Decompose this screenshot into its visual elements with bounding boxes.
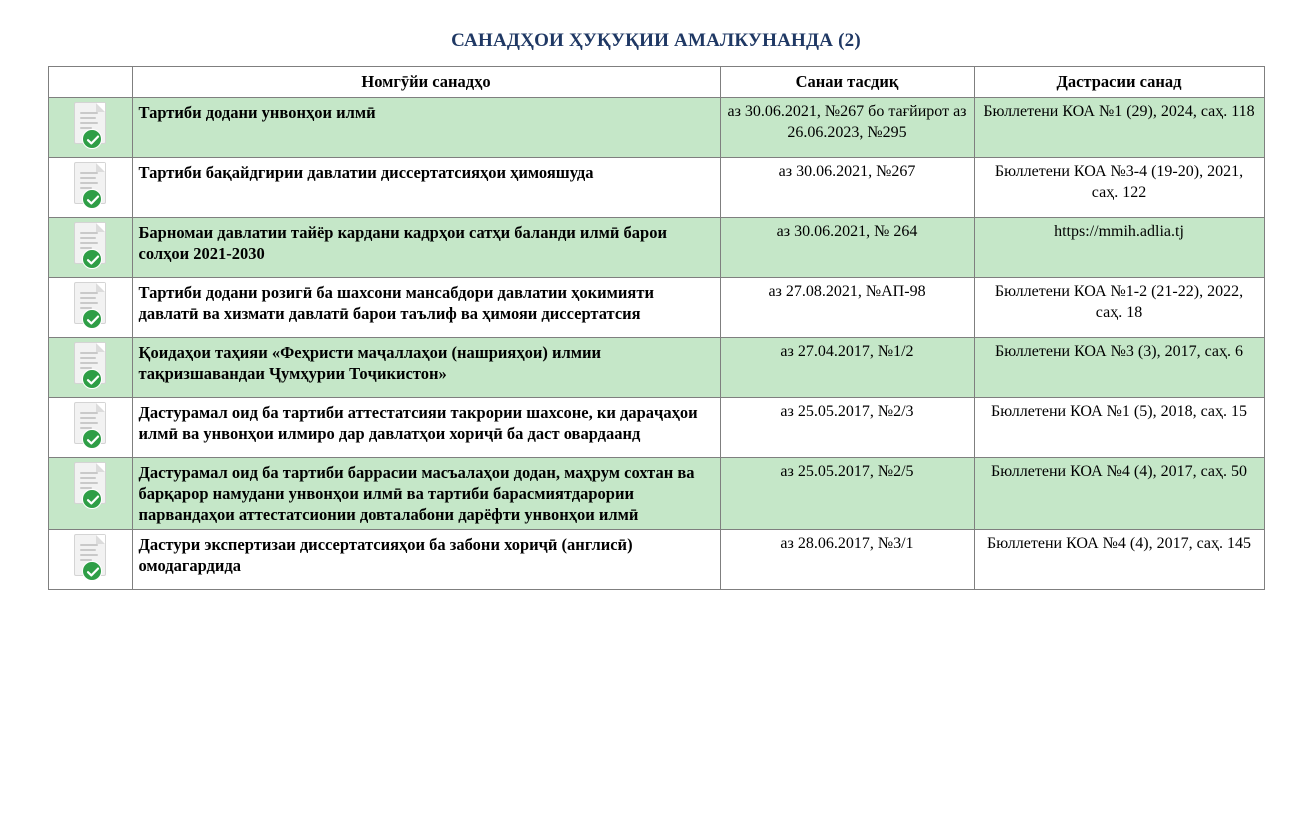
act-access-source: https://mmih.adlia.tj	[974, 218, 1264, 278]
row-icon-cell	[48, 158, 132, 218]
row-icon-cell	[48, 530, 132, 590]
row-icon-cell	[48, 458, 132, 530]
row-icon-cell	[48, 398, 132, 458]
act-name: Тартиби додани розигӣ ба шахсони мансабдори давлатии ҳокимияти давлатӣ ва хизмати давлатӣ барои таълиф ва ҳимояи диссертатсия	[132, 278, 720, 338]
table-row	[48, 98, 1264, 158]
table-row	[48, 218, 1264, 278]
act-approval-date: аз 30.06.2021, №267 бо тағйирот аз 26.06.2023, №295	[720, 98, 974, 158]
act-approval-date: аз 30.06.2021, №267	[720, 158, 974, 218]
legal-acts-table	[48, 66, 1265, 590]
table-row	[48, 278, 1264, 338]
act-approval-date: аз 30.06.2021, № 264	[720, 218, 974, 278]
page-title: САНАДҲОИ ҲУҚУҚИИ АМАЛКУНАНДА (2)	[451, 30, 861, 51]
act-name: Тартиби бақайдгирии давлатии диссертатсияҳои ҳимояшуда	[132, 158, 720, 218]
document-check-icon	[70, 162, 110, 208]
act-name: Қоидаҳои таҳияи «Феҳристи маҷаллаҳои (нашрияҳои) илмии тақризшавандаи Ҷумҳурии Тоҷикистон»	[132, 338, 720, 398]
document-check-icon	[70, 102, 110, 148]
column-header-access: Дастрасии санад	[974, 67, 1264, 98]
act-access-source: Бюллетени КОА №4 (4), 2017, саҳ. 145	[974, 530, 1264, 590]
document-check-icon	[70, 282, 110, 328]
act-name: Дастурамал оид ба тартиби баррасии масъалаҳои додан, маҳрум сохтан ва барқарор намудани унвонҳои илмӣ ва тартиби барасмиятдарории парвандаҳои аттестатсионии довталабони дарёфти унвонҳои илмӣ	[132, 458, 720, 530]
row-icon-cell	[48, 278, 132, 338]
act-access-source: Бюллетени КОА №1 (5), 2018, саҳ. 15	[974, 398, 1264, 458]
act-name: Тартиби додани унвонҳои илмӣ	[132, 98, 720, 158]
act-approval-date: аз 27.08.2021, №АП-98	[720, 278, 974, 338]
act-approval-date: аз 27.04.2017, №1/2	[720, 338, 974, 398]
act-name: Барномаи давлатии тайёр кардани кадрҳои сатҳи баланди илмӣ барои солҳои 2021-2030	[132, 218, 720, 278]
table-row	[48, 158, 1264, 218]
column-header-name: Номгӯйи санадҳо	[132, 67, 720, 98]
act-access-source: Бюллетени КОА №1 (29), 2024, саҳ. 118	[974, 98, 1264, 158]
row-icon-cell	[48, 218, 132, 278]
act-name: Дастурамал оид ба тартиби аттестатсияи такрории шахсоне, ки дараҷаҳои илмӣ ва унвонҳои илмиро дар давлатҳои хориҷӣ ба даст овардаанд	[132, 398, 720, 458]
table-header-row	[48, 67, 1264, 98]
act-approval-date: аз 25.05.2017, №2/3	[720, 398, 974, 458]
act-access-source: Бюллетени КОА №1-2 (21-22), 2022, саҳ. 18	[974, 278, 1264, 338]
act-approval-date: аз 28.06.2017, №3/1	[720, 530, 974, 590]
act-access-source: Бюллетени КОА №3 (3), 2017, саҳ. 6	[974, 338, 1264, 398]
table-body	[48, 98, 1264, 590]
row-icon-cell	[48, 338, 132, 398]
document-page	[0, 30, 1312, 823]
column-header-icon	[48, 67, 132, 98]
column-header-date: Санаи тасдиқ	[720, 67, 974, 98]
document-check-icon	[70, 222, 110, 268]
table-row	[48, 530, 1264, 590]
act-access-source: Бюллетени КОА №3-4 (19-20), 2021, саҳ. 122	[974, 158, 1264, 218]
act-approval-date: аз 25.05.2017, №2/5	[720, 458, 974, 530]
row-icon-cell	[48, 98, 132, 158]
table-row	[48, 458, 1264, 530]
table-row	[48, 398, 1264, 458]
document-check-icon	[70, 342, 110, 388]
document-check-icon	[70, 402, 110, 448]
table-header	[48, 67, 1264, 98]
act-name: Дастури экспертизаи диссертатсияҳои ба забони хориҷӣ (англисӣ) омодагардида	[132, 530, 720, 590]
act-access-source: Бюллетени КОА №4 (4), 2017, саҳ. 50	[974, 458, 1264, 530]
document-check-icon	[70, 462, 110, 508]
table-row	[48, 338, 1264, 398]
document-check-icon	[70, 534, 110, 580]
